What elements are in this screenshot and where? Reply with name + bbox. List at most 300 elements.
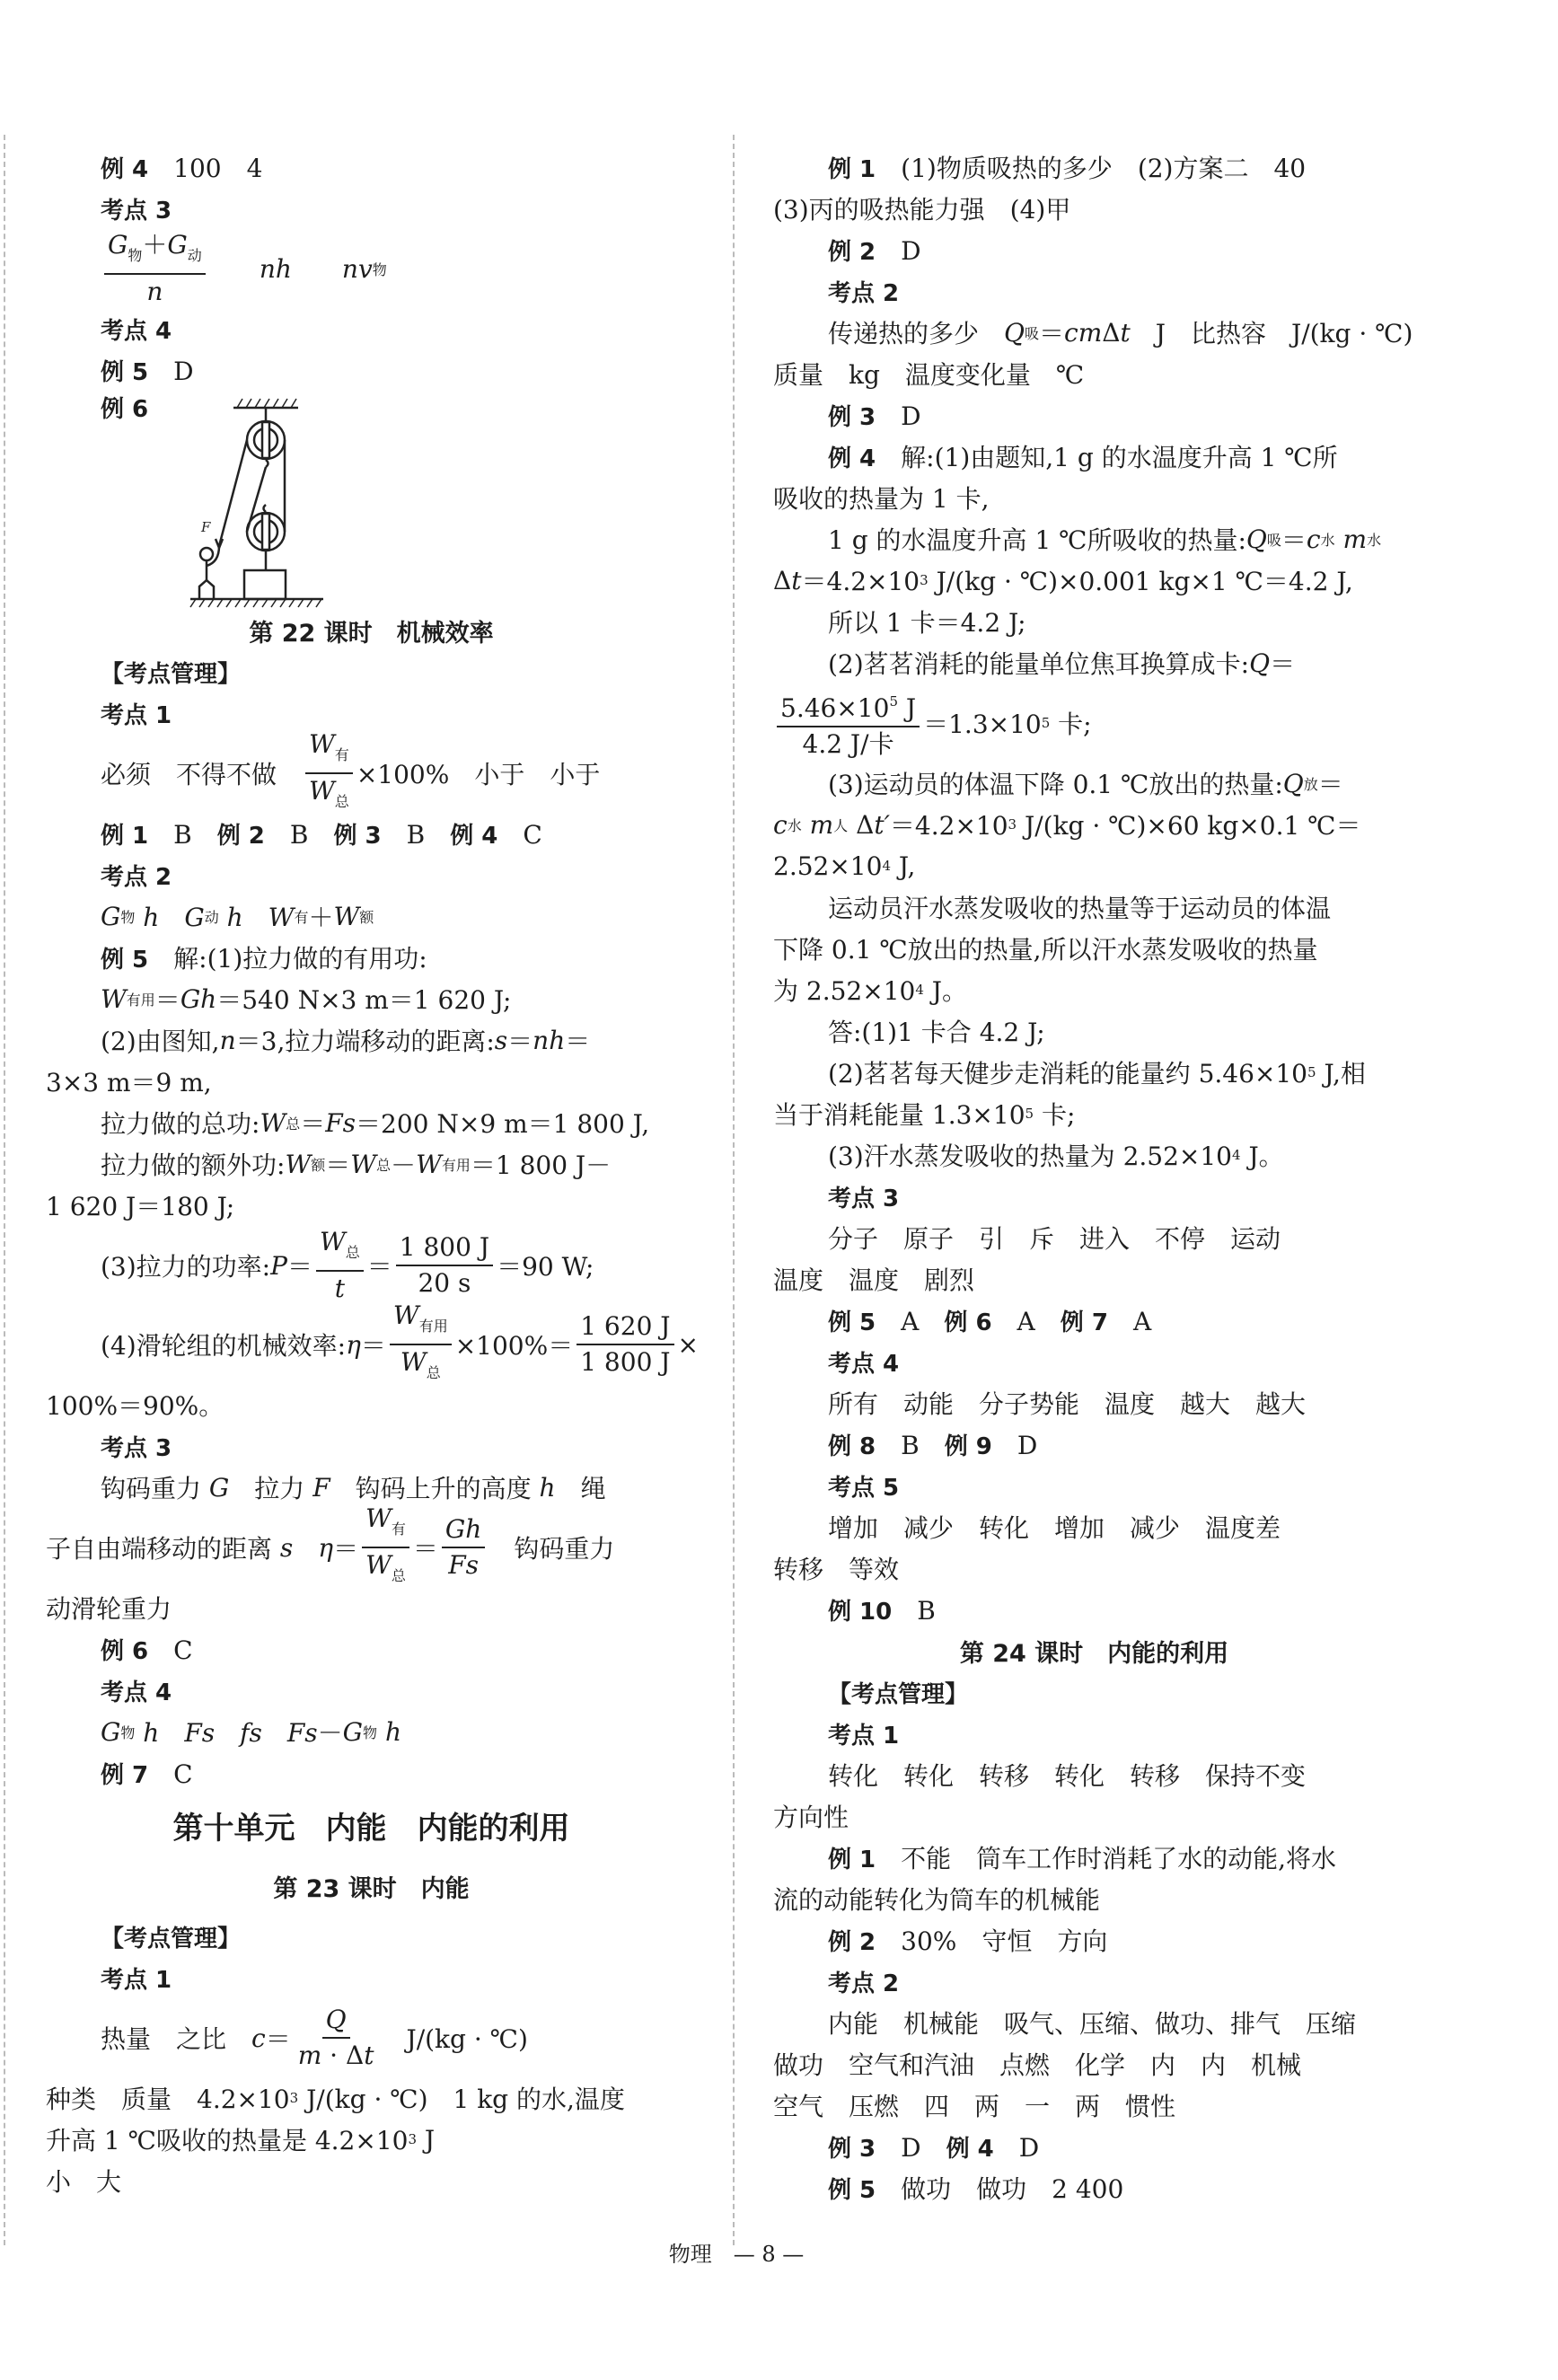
figure-line bbox=[46, 391, 697, 610]
text-line bbox=[773, 1382, 1415, 1424]
text: (2)由图知, bbox=[101, 1027, 220, 1056]
subscript: 人 bbox=[833, 816, 849, 834]
label-text: 【考点管理】 bbox=[101, 1925, 242, 1952]
superscript: 5 bbox=[1025, 1106, 1034, 1122]
answer-line bbox=[46, 1670, 697, 1711]
answer-line bbox=[773, 146, 1415, 188]
lesson-heading bbox=[46, 610, 697, 651]
fraction-denominator bbox=[143, 275, 166, 307]
text: 拉力 bbox=[229, 1474, 313, 1503]
text: J/(kg · ℃) 1 kg 的水,温度 bbox=[298, 2085, 625, 2114]
text: W bbox=[101, 983, 127, 1014]
text: W bbox=[365, 1503, 392, 1533]
subscript: 有 bbox=[334, 746, 349, 763]
subscript: 总 bbox=[345, 1244, 360, 1261]
text: m bbox=[297, 2041, 322, 2070]
text: 空气 压燃 四 两 一 两 惯性 bbox=[773, 2092, 1176, 2121]
label-text: 例 5 bbox=[828, 1309, 876, 1336]
text: 温度 温度 剧烈 bbox=[773, 1265, 975, 1295]
text-line bbox=[773, 477, 1415, 518]
fraction-numerator bbox=[396, 1232, 493, 1266]
fraction bbox=[777, 686, 920, 760]
fraction-denominator bbox=[799, 727, 898, 760]
text: J bbox=[897, 693, 917, 723]
fraction-numerator bbox=[316, 1227, 364, 1272]
text: ＝4.2×10 bbox=[801, 567, 920, 596]
label-text: 考点 4 bbox=[828, 1350, 900, 1378]
fraction-numerator bbox=[104, 230, 206, 275]
text-line bbox=[46, 895, 697, 937]
text: B bbox=[876, 1431, 945, 1460]
text: J/(kg · ℃) bbox=[381, 2024, 528, 2054]
text: 为 2.52×10 bbox=[773, 976, 916, 1006]
label-text: 例 3 bbox=[828, 403, 876, 431]
text-line bbox=[46, 1019, 697, 1061]
text: t bbox=[334, 1274, 345, 1303]
label-text: 考点 3 bbox=[101, 1434, 172, 1462]
text bbox=[209, 251, 260, 286]
text: (1)物质吸热的多少 (2)方案二 40 bbox=[876, 154, 1307, 183]
fraction bbox=[390, 1300, 452, 1388]
text bbox=[1335, 524, 1343, 554]
label-text: 考点 3 bbox=[828, 1185, 900, 1212]
fraction bbox=[295, 2005, 378, 2071]
superscript: 4 bbox=[882, 858, 891, 874]
text-line bbox=[46, 1102, 697, 1143]
text: s bbox=[279, 1532, 294, 1563]
unit-heading bbox=[46, 1794, 697, 1856]
text: Q bbox=[1004, 317, 1025, 348]
text-line bbox=[773, 1258, 1415, 1300]
text: (2)茗茗消耗的能量单位焦耳换算成卡: bbox=[828, 649, 1250, 679]
text: 转移 等效 bbox=[773, 1555, 900, 1584]
superscript: 4 bbox=[915, 982, 924, 998]
page-footer bbox=[0, 2236, 1473, 2268]
text-line bbox=[773, 601, 1415, 642]
text: 拉力做的总功: bbox=[101, 1109, 260, 1139]
text bbox=[293, 1529, 318, 1565]
text: m bbox=[809, 809, 834, 840]
subscript: 动 bbox=[187, 247, 202, 264]
label-text: 例 2 bbox=[828, 238, 876, 266]
text: 3×3 m＝9 m, bbox=[46, 1068, 212, 1097]
text: W bbox=[392, 1300, 419, 1330]
text: 必须 不得不做 bbox=[101, 760, 303, 789]
text-line bbox=[773, 560, 1415, 601]
subscript: 有用 bbox=[441, 1156, 471, 1174]
answer-line bbox=[46, 229, 697, 308]
text: t bbox=[364, 2041, 374, 2070]
text: 做功 做功 2 400 bbox=[876, 2174, 1124, 2204]
subscript: 物 bbox=[372, 260, 387, 278]
subscript: 水 bbox=[1367, 531, 1382, 549]
text: W bbox=[416, 1149, 442, 1179]
fraction bbox=[104, 230, 206, 307]
text-line bbox=[773, 1878, 1415, 1919]
text-line bbox=[773, 1217, 1415, 1258]
text: n bbox=[219, 1025, 236, 1055]
text: W bbox=[285, 1149, 312, 1179]
subscript: 额 bbox=[311, 1156, 326, 1174]
text: (4)滑轮组的机械效率: bbox=[101, 1331, 347, 1361]
subscript: 放 bbox=[1303, 775, 1318, 793]
answer-line bbox=[773, 1961, 1415, 2002]
subscript: 动 bbox=[204, 908, 219, 926]
text: ＝4.2×10 bbox=[889, 811, 1008, 841]
lesson-heading bbox=[46, 1856, 697, 1916]
text: W bbox=[365, 1550, 392, 1580]
label-text: 例 1 bbox=[828, 155, 876, 183]
fraction bbox=[577, 1311, 673, 1378]
text: D bbox=[991, 1431, 1038, 1460]
text: ＝1.3×10 bbox=[923, 710, 1042, 739]
lesson-heading bbox=[773, 1630, 1415, 1671]
fraction-denominator bbox=[577, 1345, 673, 1378]
label-text: 例 6 bbox=[944, 1309, 992, 1336]
text-line bbox=[46, 1300, 699, 1384]
text: C bbox=[148, 1635, 193, 1665]
left-margin-divider bbox=[4, 135, 5, 2245]
superscript: 3 bbox=[920, 572, 929, 588]
text: ＝ bbox=[366, 1252, 392, 1282]
text-line bbox=[773, 1010, 1415, 1052]
subscript: 水 bbox=[1320, 531, 1335, 549]
text: (2)茗茗每天健步走消耗的能量约 5.46×10 bbox=[828, 1059, 1307, 1089]
text-line bbox=[773, 804, 1415, 845]
answer-line bbox=[773, 229, 1415, 270]
column-divider bbox=[733, 135, 735, 2245]
text: 钩码上升的高度 bbox=[330, 1474, 540, 1503]
fraction-numerator bbox=[777, 686, 920, 727]
text: Fs bbox=[448, 1550, 479, 1580]
page-number: — 8 — bbox=[733, 2242, 805, 2267]
answer-line bbox=[773, 1176, 1415, 1217]
label-text: 例 3 bbox=[828, 2135, 876, 2163]
text: Gh bbox=[180, 983, 217, 1014]
text-line bbox=[46, 2160, 697, 2201]
label-text: 例 4 bbox=[946, 2135, 994, 2163]
text: W bbox=[309, 776, 335, 806]
text: 1 800 J bbox=[580, 1347, 671, 1377]
fraction-numerator bbox=[390, 1300, 452, 1345]
answer-line bbox=[773, 1837, 1415, 1878]
text: J 比热容 J/(kg · ℃) bbox=[1130, 319, 1413, 348]
subscript: 总 bbox=[426, 1364, 441, 1381]
text-line bbox=[46, 1061, 697, 1102]
right-column bbox=[773, 146, 1415, 2208]
answer-line bbox=[46, 1628, 697, 1670]
label-text: 例 7 bbox=[1060, 1309, 1108, 1336]
answer-line bbox=[773, 394, 1415, 436]
answer-line bbox=[773, 1589, 1415, 1630]
text: 所有 动能 分子势能 温度 越大 越大 bbox=[828, 1389, 1307, 1419]
label-text: 例 5 bbox=[828, 2176, 876, 2204]
text-line bbox=[773, 1093, 1415, 1134]
text-line bbox=[46, 729, 697, 813]
text: ＝ bbox=[1281, 525, 1307, 555]
text: ＝ bbox=[1270, 649, 1296, 679]
label-text: 例 2 bbox=[828, 1928, 876, 1956]
answer-line bbox=[46, 146, 697, 188]
text: 子自由端移动的距离 bbox=[46, 1534, 280, 1564]
text: W bbox=[333, 901, 360, 931]
force-label: F bbox=[201, 519, 211, 535]
text: 1 620 J bbox=[580, 1311, 671, 1341]
text: Δ bbox=[1102, 317, 1121, 348]
text: 第 23 课时 内能 bbox=[273, 1874, 470, 1903]
text: W bbox=[350, 1149, 377, 1179]
fraction-denominator bbox=[295, 2039, 378, 2071]
text: nv bbox=[341, 253, 373, 284]
answer-line bbox=[773, 1341, 1415, 1382]
text: nh bbox=[259, 253, 292, 284]
subscript: 有用 bbox=[126, 991, 155, 1009]
text-line bbox=[773, 762, 1415, 804]
text: Gh bbox=[445, 1514, 482, 1544]
answer-line bbox=[773, 1671, 1415, 1713]
text: J, bbox=[890, 851, 916, 881]
text bbox=[292, 251, 342, 286]
text: 质量 kg 温度变化量 ℃ bbox=[773, 360, 1085, 390]
text-line bbox=[773, 1754, 1415, 1795]
fraction bbox=[396, 1232, 493, 1299]
label-text: 例 3 bbox=[333, 822, 382, 850]
text bbox=[802, 810, 810, 840]
text: h Fs fs Fs bbox=[135, 1718, 318, 1748]
label-text: 考点 5 bbox=[828, 1474, 900, 1502]
subscript: 总 bbox=[376, 1156, 392, 1174]
text: s bbox=[494, 1025, 508, 1055]
superscript: 4 bbox=[1232, 1147, 1241, 1163]
text: W bbox=[319, 1227, 346, 1256]
text: c bbox=[1306, 524, 1321, 554]
text: 种类 质量 4.2×10 bbox=[46, 2085, 290, 2114]
text: J/(kg · ℃)×0.001 kg×1 ℃＝4.2 J, bbox=[928, 567, 1353, 596]
text-line bbox=[773, 312, 1415, 353]
text: h G bbox=[135, 903, 205, 932]
text: 流的动能转化为筒车的机械能 bbox=[773, 1885, 1101, 1915]
text: 解:(1)由题知,1 g 的水温度升高 1 ℃所 bbox=[876, 443, 1338, 472]
text: G bbox=[108, 230, 128, 260]
label-text: 例 2 bbox=[216, 822, 265, 850]
label-text: 考点 3 bbox=[101, 197, 172, 225]
text: W bbox=[400, 1347, 427, 1377]
answer-line bbox=[46, 937, 697, 978]
text: 方向性 bbox=[773, 1803, 849, 1832]
text-line bbox=[46, 1226, 697, 1305]
label-text: 考点 1 bbox=[101, 701, 172, 729]
text: 解:(1)拉力做的有用功: bbox=[148, 944, 427, 974]
text: 第 22 课时 机械效率 bbox=[249, 619, 494, 648]
text: 内能 机械能 吸气、压缩、做功、排气 压缩 bbox=[828, 2009, 1357, 2039]
text: G bbox=[101, 1716, 121, 1747]
label-text: 例 4 bbox=[828, 445, 876, 472]
text: G bbox=[101, 901, 121, 931]
label-text: 例 5 bbox=[101, 946, 149, 974]
fraction-denominator bbox=[305, 774, 353, 817]
text: P bbox=[270, 1250, 287, 1281]
text: Δ bbox=[848, 809, 875, 840]
answer-line bbox=[773, 436, 1415, 477]
text: 30% 守恒 方向 bbox=[876, 1926, 1108, 1956]
label-text: 考点 2 bbox=[828, 1970, 900, 1997]
answer-line bbox=[773, 270, 1415, 312]
answer-line bbox=[46, 854, 697, 895]
text-line bbox=[773, 1134, 1415, 1176]
text: ＝ bbox=[300, 1109, 326, 1139]
text: － bbox=[391, 1150, 417, 1180]
text: 所以 1 卡＝4.2 J; bbox=[828, 608, 1026, 638]
text-line bbox=[46, 978, 697, 1019]
text-line bbox=[773, 2002, 1415, 2043]
label-text: 例 4 bbox=[450, 822, 498, 850]
text: A bbox=[1107, 1307, 1152, 1336]
answer-line bbox=[46, 1752, 697, 1794]
subscript: 吸 bbox=[1024, 324, 1039, 342]
text-line bbox=[773, 886, 1415, 928]
text: Q bbox=[1246, 524, 1267, 554]
text: h bbox=[377, 1716, 401, 1747]
text: D bbox=[993, 2133, 1040, 2163]
answer-line bbox=[773, 2126, 1415, 2167]
text: c bbox=[251, 2023, 266, 2053]
text: 当于消耗能量 1.3×10 bbox=[773, 1100, 1025, 1130]
fraction-numerator bbox=[305, 729, 353, 774]
answer-line bbox=[773, 1300, 1415, 1341]
answer-line bbox=[46, 651, 697, 692]
text: ＝ bbox=[360, 1331, 386, 1361]
subscript: 物 bbox=[363, 1723, 378, 1741]
text: ＝1 800 J－ bbox=[470, 1150, 612, 1180]
text: 20 s bbox=[418, 1268, 471, 1298]
text: 拉力做的额外功: bbox=[101, 1150, 286, 1180]
text: 小 大 bbox=[46, 2167, 122, 2197]
text: C bbox=[148, 1759, 193, 1789]
text-line bbox=[773, 518, 1415, 560]
text: t bbox=[791, 565, 802, 595]
answer-line bbox=[46, 308, 697, 349]
text: J。 bbox=[923, 976, 968, 1006]
text: 吸收的热量为 1 卡, bbox=[773, 484, 990, 514]
text: c bbox=[773, 809, 788, 840]
text: 转化 转化 转移 转化 转移 保持不变 bbox=[828, 1761, 1307, 1791]
answer-line bbox=[773, 1919, 1415, 1961]
text: 1 800 J bbox=[399, 1232, 490, 1262]
text: G bbox=[342, 1716, 364, 1747]
text-line bbox=[773, 928, 1415, 969]
text: D bbox=[876, 236, 921, 266]
label-text: 例 6 bbox=[101, 1637, 149, 1665]
text: Q bbox=[1249, 648, 1271, 678]
text: D bbox=[876, 401, 921, 431]
answer-line bbox=[46, 188, 697, 229]
text: W bbox=[309, 729, 335, 759]
pulley-system-diagram bbox=[180, 395, 332, 611]
answer-line bbox=[46, 1425, 697, 1467]
fraction-numerator bbox=[322, 2005, 350, 2039]
text: 运动员汗水蒸发吸收的热量等于运动员的体温 bbox=[828, 894, 1332, 923]
text: ＝200 N×9 m＝1 800 J, bbox=[356, 1109, 650, 1139]
subscript: 物 bbox=[128, 247, 143, 264]
text: h bbox=[539, 1472, 556, 1503]
text: ＝ bbox=[412, 1534, 438, 1564]
fraction-numerator bbox=[362, 1503, 409, 1548]
text: B bbox=[892, 1596, 936, 1626]
text: ＝ bbox=[565, 1027, 591, 1056]
text: 不能 筒车工作时消耗了水的动能,将水 bbox=[876, 1844, 1337, 1873]
text: 绳 bbox=[555, 1474, 606, 1503]
text-line bbox=[46, 1711, 697, 1752]
text: ×100%＝ bbox=[454, 1331, 574, 1361]
label-text: 例 8 bbox=[828, 1432, 876, 1460]
text: B bbox=[381, 820, 451, 850]
subject-label: 物理 bbox=[668, 2242, 712, 2267]
label-text: 【考点管理】 bbox=[828, 1680, 969, 1708]
answer-line bbox=[773, 1713, 1415, 1754]
text: t′ bbox=[874, 809, 890, 840]
text: ＝ bbox=[1039, 319, 1065, 348]
label-text: 例 1 bbox=[101, 822, 149, 850]
text: · Δ bbox=[321, 2041, 365, 2070]
text: J bbox=[417, 2124, 436, 2155]
text: n bbox=[146, 277, 163, 306]
text: 卡; bbox=[1034, 1100, 1076, 1130]
fraction-denominator bbox=[397, 1345, 445, 1388]
text: 下降 0.1 ℃放出的热量,所以汗水蒸发吸收的热量 bbox=[773, 935, 1318, 965]
text: Q bbox=[325, 2005, 347, 2034]
text-line bbox=[46, 1998, 697, 2077]
subscript: 物 bbox=[120, 1723, 136, 1741]
label-text: 考点 4 bbox=[101, 317, 172, 345]
text: 5.46×10 bbox=[780, 693, 890, 723]
text: Δ bbox=[773, 565, 792, 595]
text-line bbox=[773, 2085, 1415, 2126]
text: G bbox=[167, 230, 188, 260]
answer-line bbox=[46, 1916, 697, 1957]
text: ＋ bbox=[308, 903, 334, 932]
text: W bbox=[260, 1107, 286, 1138]
fraction-denominator bbox=[445, 1548, 482, 1581]
text: 2.52×10 bbox=[773, 851, 883, 881]
text: ＝ bbox=[286, 1252, 312, 1282]
text-line bbox=[46, 1143, 697, 1185]
answer-line bbox=[773, 1424, 1415, 1465]
text: ＝3,拉力端移动的距离: bbox=[235, 1027, 495, 1056]
text: (3)丙的吸热能力强 (4)甲 bbox=[773, 195, 1071, 225]
text: 钩码重力 bbox=[101, 1474, 209, 1503]
text-line bbox=[773, 1506, 1415, 1547]
text: ＝ bbox=[333, 1534, 359, 1564]
text-line bbox=[46, 1467, 697, 1508]
text: 升高 1 ℃吸收的热量是 4.2×10 bbox=[46, 2126, 409, 2155]
label-text: 考点 2 bbox=[101, 863, 172, 891]
superscript: 5 bbox=[1307, 1064, 1316, 1080]
text-line bbox=[773, 2043, 1415, 2085]
text: 热量 之比 bbox=[101, 2024, 252, 2054]
left-column bbox=[46, 146, 697, 2201]
text-line bbox=[773, 1052, 1415, 1093]
fraction bbox=[316, 1227, 364, 1304]
subscript: 物 bbox=[120, 908, 136, 926]
text: ×100% 小于 小于 bbox=[356, 760, 601, 789]
text: nh bbox=[533, 1025, 566, 1055]
text: 增加 减少 转化 增加 减少 温度差 bbox=[828, 1513, 1281, 1543]
text-line bbox=[773, 642, 1415, 683]
text: η bbox=[318, 1532, 334, 1563]
text: h W bbox=[218, 903, 295, 932]
fraction-denominator bbox=[362, 1548, 409, 1591]
text: J/(kg · ℃)×60 kg×0.1 ℃＝ bbox=[1017, 811, 1361, 841]
